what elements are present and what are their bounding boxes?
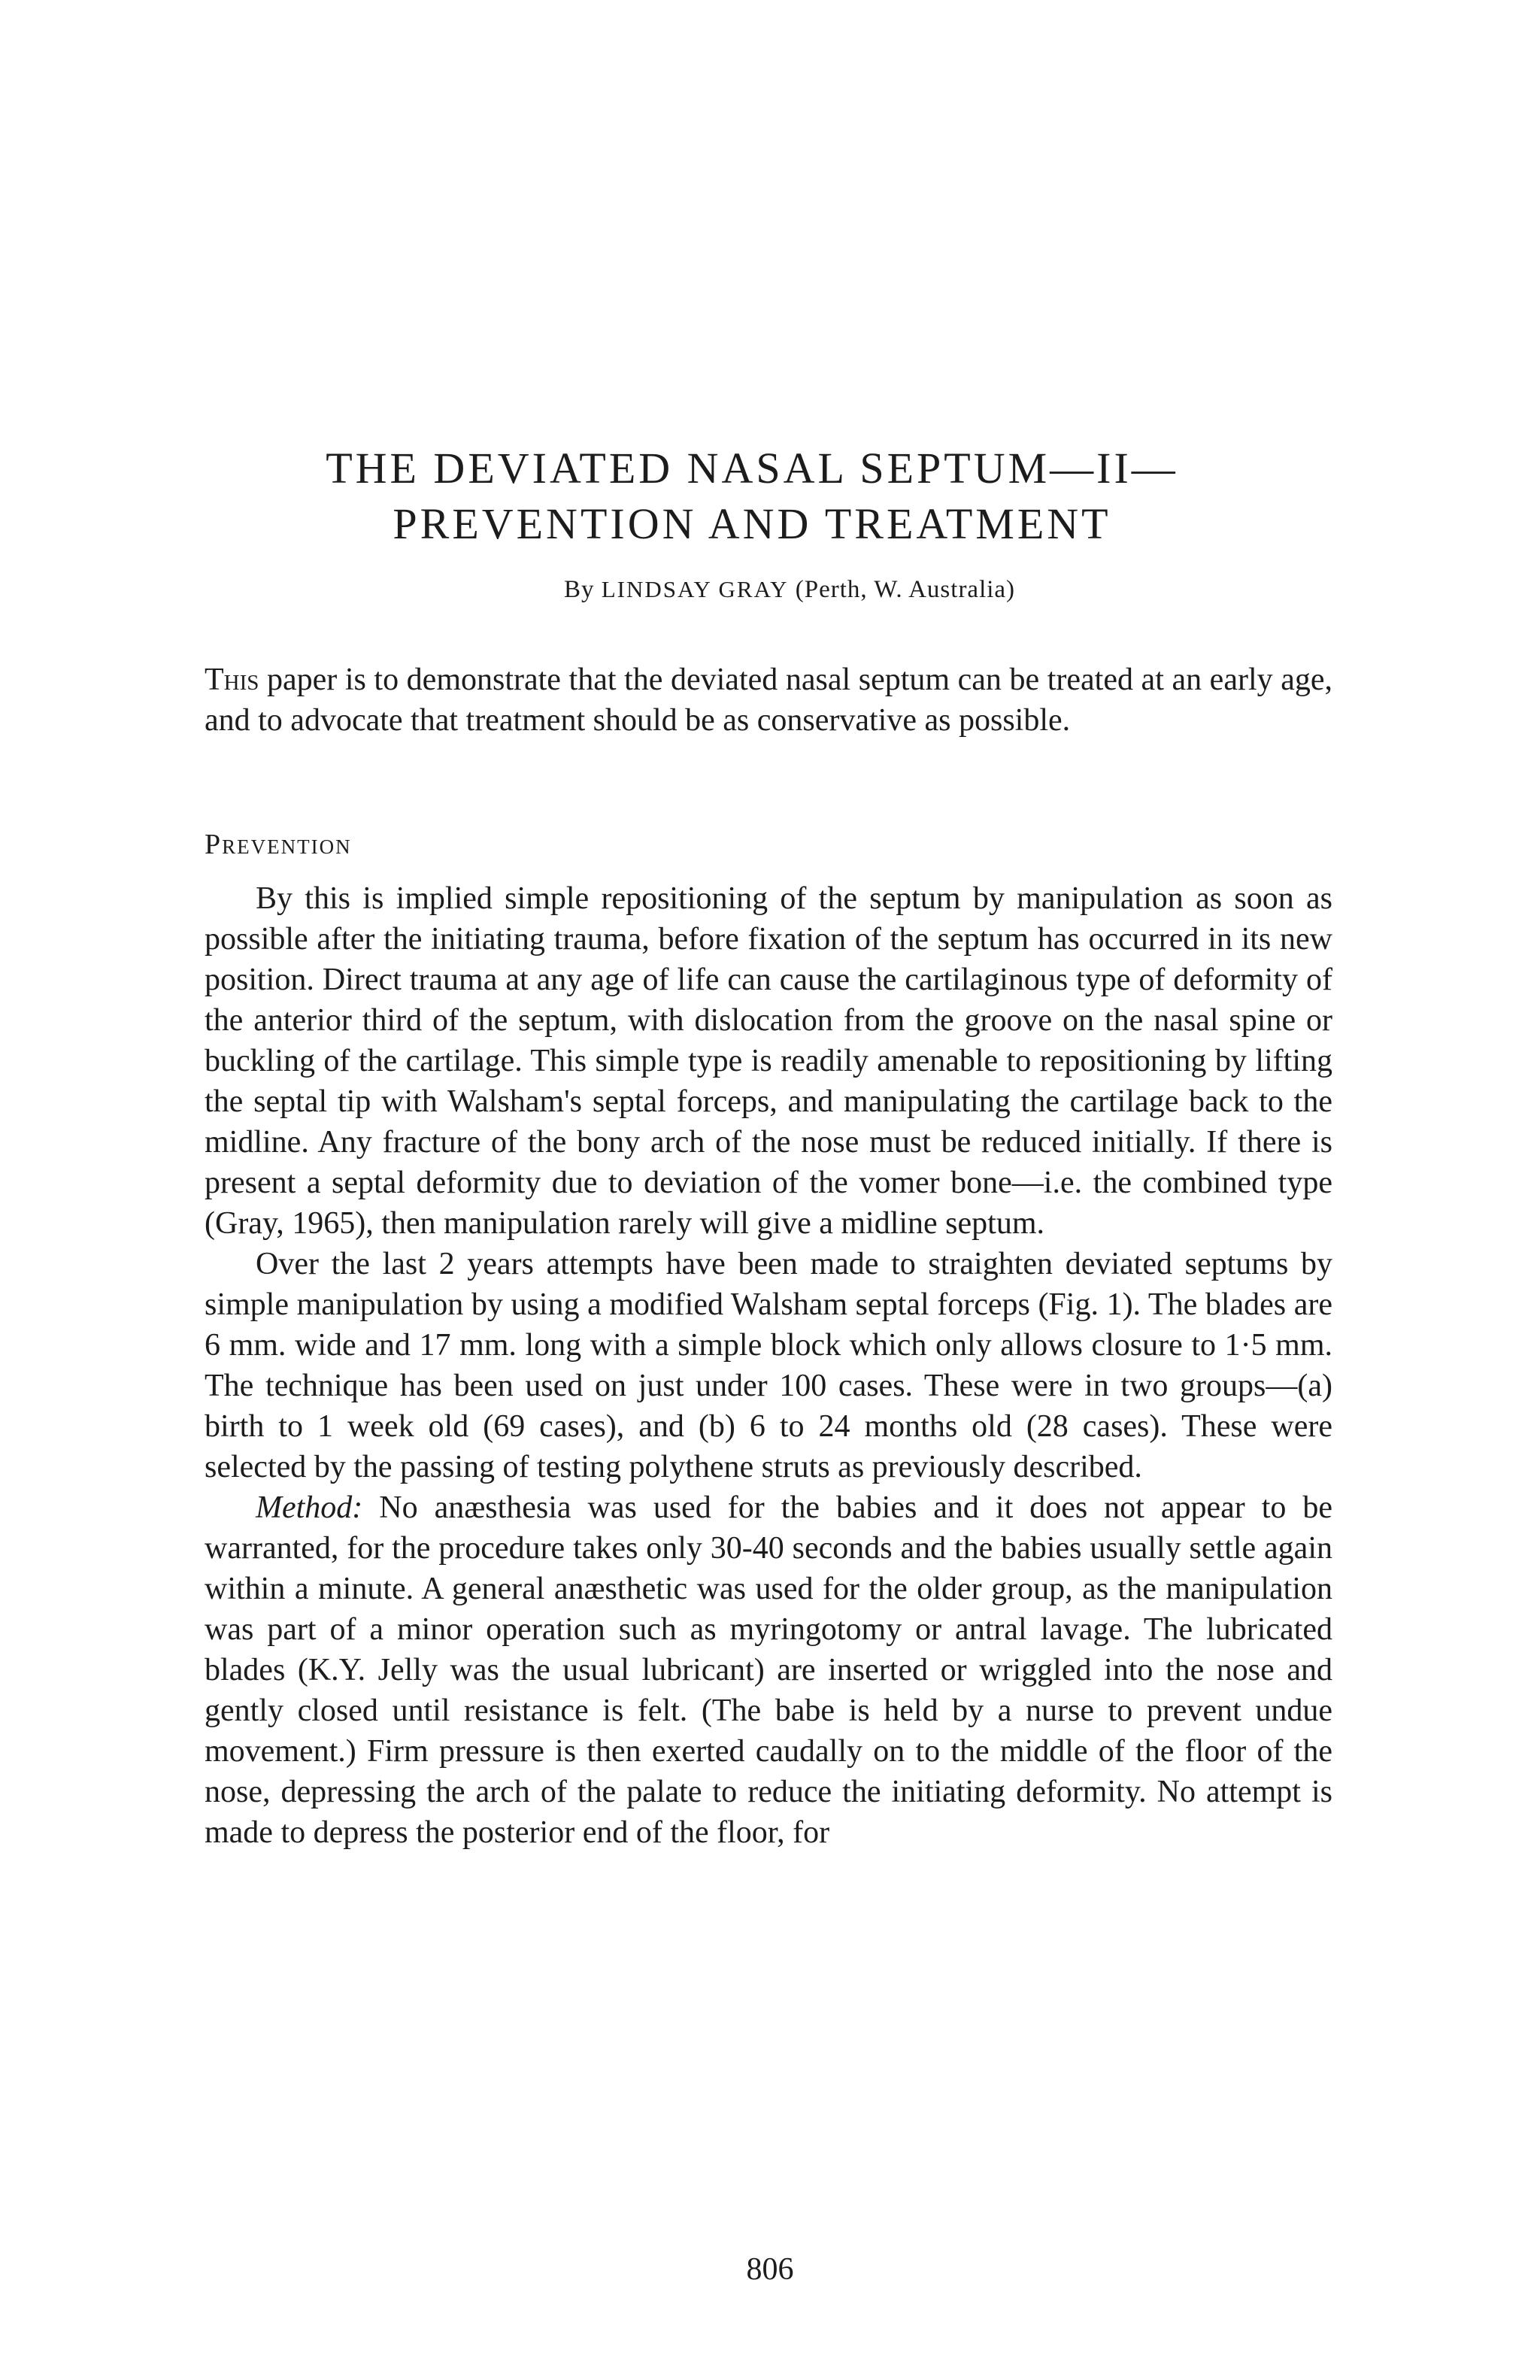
section-heading: Prevention xyxy=(205,829,352,860)
intro-first-word: This xyxy=(205,662,259,697)
author-name: LINDSAY GRAY xyxy=(601,576,789,602)
method-label: Method: xyxy=(256,1490,363,1525)
byline-prefix: By xyxy=(563,576,595,603)
section-body xyxy=(205,878,1332,1853)
article-title-line-2: PREVENTION AND TREATMENT xyxy=(393,499,1111,548)
method-text: No anæsthesia was used for the babies and it does not appear to be warranted, for the procedure takes only 30-40 seconds and the babies usually settle again within a minute. A general anæsthetic was used for the older group, as the manipulation was part of a minor operation such as myringotomy or antral lavage. The lubricated blades (K.Y. Jelly was the usual lubricant) are inserted or wriggled into the nose and gently closed until resistance is felt. (The babe is held by a nurse to prevent undue movement.) Firm pressure is then exerted caudally on to the middle of the floor of the nose, depressing the arch of the palate to reduce the initiating deformity. No attempt is made to depress the posterior end of the floor, for xyxy=(205,1490,1332,1850)
page-number: 806 xyxy=(746,2252,794,2287)
author-affiliation: (Perth, W. Australia) xyxy=(795,576,1016,603)
intro-paragraph xyxy=(205,659,1332,741)
paragraph-3 xyxy=(205,1487,1332,1853)
paragraph-2: Over the last 2 years attempts have been made to straighten deviated septums by simple manipulation by using a modified Walsham septal forceps (Fig. 1). The blades are 6 mm. wide and 17 mm. long with a simple block which only allows closure to 1·5 mm. The technique has been used on just under 100 cases. These were in two groups—(a) birth to 1 week old (69 cases), and (b) 6 to 24 months old (28 cases). These were selected by the passing of testing polythene struts as previously described. xyxy=(205,1247,1332,1484)
article-title-line-1: THE DEVIATED NASAL SEPTUM—II— xyxy=(326,444,1178,493)
byline xyxy=(196,576,1384,604)
paragraph-1: By this is implied simple repositioning of the septum by manipulation as soon as possible after the initiating trauma, before fixation of the septum has occurred in its new position. Direct trauma at any age of life can cause the cartilaginous type of deformity of the anterior third of the septum, with dislocation from the groove on the nasal spine or buckling of the cartilage. This simple type is readily amenable to repositioning by lifting the septal tip with Walsham's septal forceps, and manipulating the cartilage back to the midline. Any fracture of the bony arch of the nose must be reduced initially. If there is present a septal deformity due to deviation of the vomer bone—i.e. the combined type (Gray, 1965), then manipulation rarely will give a midline septum. xyxy=(205,881,1332,1241)
intro-text: paper is to demonstrate that the deviated nasal septum can be treated at an early age, and to advocate that treatment should be as conservative as possible. xyxy=(205,662,1332,738)
